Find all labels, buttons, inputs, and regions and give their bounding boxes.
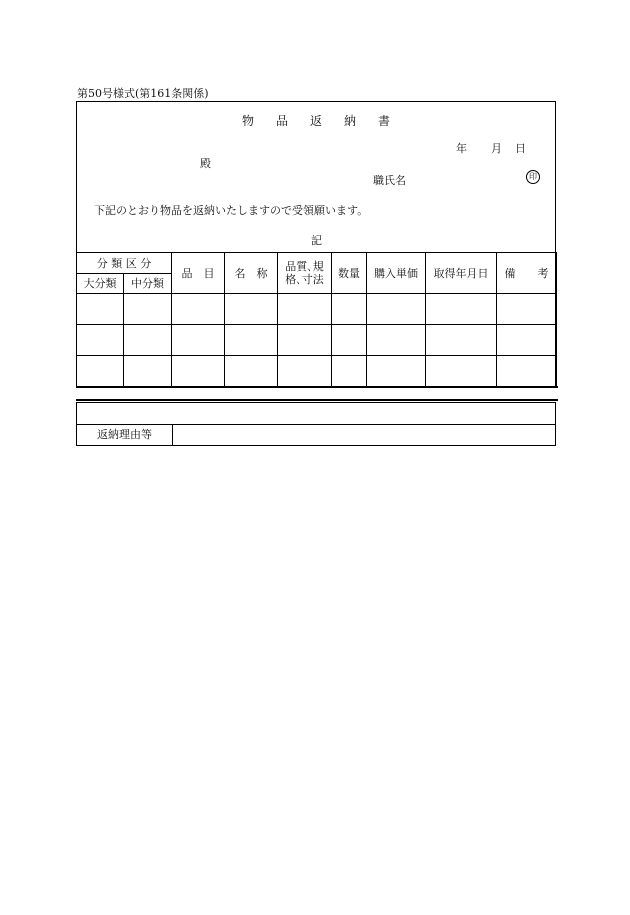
statement-text: 下記のとおり物品を返納いたしますので受領願います。 (94, 204, 369, 217)
table-cell[interactable] (124, 294, 172, 325)
table-row (77, 356, 557, 387)
table-cell[interactable] (426, 325, 497, 356)
section-divider (76, 399, 558, 401)
table-cell[interactable] (278, 325, 332, 356)
table-cell[interactable] (124, 356, 172, 387)
table-cell[interactable] (77, 294, 124, 325)
date-year: 年 (456, 142, 467, 155)
title-char: 書 (378, 114, 391, 128)
acquired-date-header: 取得年月日 (426, 253, 497, 294)
table-cell[interactable] (367, 294, 426, 325)
return-reason-field[interactable] (177, 425, 547, 445)
classification-header: 分 類 区 分 (77, 253, 172, 274)
quality-spec-line: 格､寸法 (285, 273, 324, 286)
table-cell[interactable] (367, 356, 426, 387)
return-reason-label: 返納理由等 (97, 428, 152, 441)
table-cell[interactable] (278, 356, 332, 387)
table-cell[interactable] (77, 356, 124, 387)
form-title (77, 112, 555, 129)
title-char: 納 (344, 114, 357, 128)
ki-label: 記 (311, 234, 322, 247)
table-cell[interactable] (225, 356, 278, 387)
seal-mark: 印 (526, 170, 540, 184)
table-cell[interactable] (77, 325, 124, 356)
section-divider (76, 386, 558, 388)
table-cell[interactable] (497, 356, 557, 387)
table-cell[interactable] (497, 294, 557, 325)
table-row (77, 325, 557, 356)
table-cell[interactable] (172, 325, 225, 356)
table-cell[interactable] (426, 294, 497, 325)
table-cell[interactable] (172, 356, 225, 387)
table-cell[interactable] (278, 294, 332, 325)
table-cell[interactable] (332, 294, 367, 325)
date-month: 月 (491, 142, 502, 155)
major-class-header: 大分類 (77, 274, 124, 294)
quality-spec-line: 品質､規 (285, 260, 324, 273)
title-char: 品 (275, 114, 288, 128)
item-header: 品 目 (172, 253, 225, 294)
title-char: 返 (309, 114, 322, 128)
items-table (76, 252, 557, 387)
table-cell[interactable] (332, 325, 367, 356)
table-row (77, 294, 557, 325)
reason-column-divider (172, 424, 173, 445)
middle-class-header: 中分類 (124, 274, 172, 294)
table-cell[interactable] (332, 356, 367, 387)
table-cell[interactable] (225, 294, 278, 325)
title-char: 物 (241, 114, 254, 128)
unit-price-header: 購入単価 (367, 253, 426, 294)
addressee-suffix: 殿 (200, 157, 211, 170)
return-form (76, 101, 556, 388)
quantity-header: 数量 (332, 253, 367, 294)
table-cell[interactable] (172, 294, 225, 325)
quality-spec-header (278, 253, 332, 294)
return-reason-box (76, 402, 556, 446)
table-cell[interactable] (497, 325, 557, 356)
form-number: 第50号様式(第161条関係) (77, 87, 209, 100)
name-header: 名 称 (225, 253, 278, 294)
table-cell[interactable] (225, 325, 278, 356)
table-cell[interactable] (124, 325, 172, 356)
date-day: 日 (515, 142, 526, 155)
table-cell[interactable] (426, 356, 497, 387)
official-name-label: 職氏名 (373, 174, 406, 187)
remarks-header: 備 考 (497, 253, 557, 294)
table-cell[interactable] (367, 325, 426, 356)
